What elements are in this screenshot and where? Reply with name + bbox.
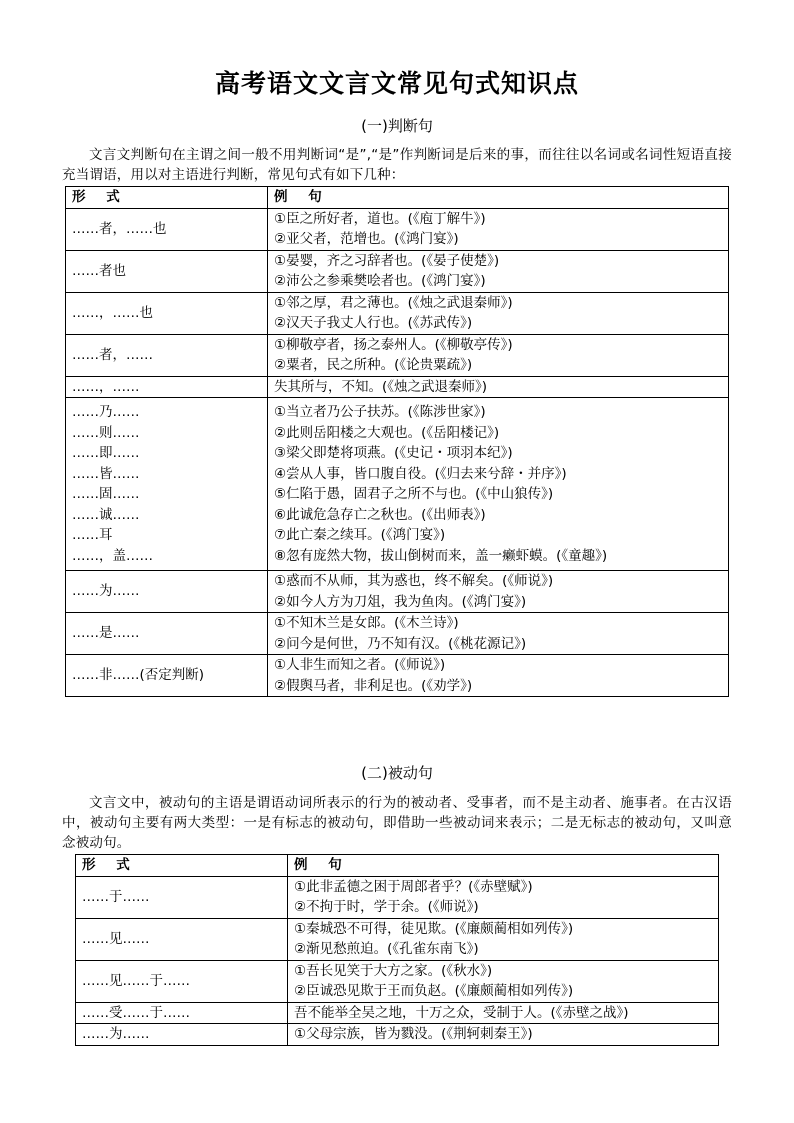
sentence-form: ……乃…… [72, 404, 140, 420]
example-sentence: ②沛公之参乘樊哙者也。(《鸿门宴》) [274, 273, 486, 289]
example-sentence: ⑥此诚危急存亡之秋也。(《出师表》) [274, 506, 486, 523]
example-sentence: ①秦城恐不可得，徒见欺。(《廉颇蔺相如列传》) [294, 920, 574, 937]
example-sentence: ②渐见愁煎迫。(《孔雀东南飞》) [294, 941, 479, 957]
sentence-form: ……于…… [82, 888, 150, 905]
example-cell [268, 250, 729, 292]
form-cell [66, 208, 268, 250]
example-sentence: 吾不能举全吴之地，十万之众，受制于人。(《赤壁之战》) [294, 1004, 629, 1021]
sentence-form: ……见……于…… [82, 972, 190, 989]
section-intro-judgment: 文言文判断句在主谓之间一般不用判断词“是”,“是”作判断词是后来的事，而往往以名词或名词性短语直接充当谓语，用以对主语进行判断，常见句式有如下几种： [62, 147, 732, 183]
form-cell [76, 960, 288, 1002]
sentence-form: ……者，…… [72, 346, 153, 363]
example-sentence: 失其所与，不知。(《烛之武退秦师》) [274, 378, 488, 395]
form-cell [76, 1002, 288, 1024]
section-heading-judgment: (一)判断句 [361, 117, 433, 135]
sentence-form: ……诚…… [72, 506, 140, 523]
table-row [66, 250, 729, 292]
table-row [66, 398, 729, 571]
sentence-form: ……是…… [72, 625, 140, 642]
example-sentence: ②此则岳阳楼之大观也。(《岳阳楼记》) [274, 424, 500, 441]
sentence-form: ……，…… [72, 378, 140, 395]
example-sentence: ①惑而不从师，其为惑也，终不解矣。(《师说》) [274, 573, 554, 589]
table-row [66, 334, 729, 376]
table-row [66, 292, 729, 334]
table-row [66, 571, 729, 613]
form-cell [66, 376, 268, 398]
sentence-form: ……者，……也 [72, 220, 167, 237]
column-header-example: 例 句 [268, 187, 729, 209]
example-cell [268, 571, 729, 613]
example-sentence: ②粟者，民之所种。(《论贵粟疏》) [274, 357, 473, 373]
example-cell [288, 876, 719, 918]
sentence-form: ……耳 [72, 527, 113, 543]
sentence-form: ……，盖…… [72, 547, 153, 564]
form-cell [76, 1024, 288, 1046]
sentence-form: ……则…… [72, 424, 140, 441]
section-intro-passive: 文言文中，被动句的主语是谓语动词所表示的行为的被动者、受事者，而不是主动者、施事者。在古汉语中，被动句主要有两大类型：一是有标志的被动句，即借助一些被动词来表示；二是无标志的被动句，又叫意念被动句。 [62, 795, 732, 851]
sentence-form: ……见…… [82, 930, 150, 947]
table-row [66, 376, 729, 398]
example-sentence: ①臣之所好者，道也。(《庖丁解牛》) [274, 210, 486, 227]
example-sentence: ⑤仁陷于愚，固君子之所不与也。(《中山狼传》) [274, 486, 554, 502]
example-cell [268, 398, 729, 571]
sentence-form: ……即…… [72, 445, 140, 461]
example-sentence: ④尝从人事，皆口腹自役。(《归去来兮辞・并序》) [274, 465, 567, 482]
table-body [66, 208, 729, 697]
example-sentence: ①人非生而知之者。(《师说》) [274, 657, 446, 673]
example-sentence: ②假舆马者，非利足也。(《劝学》) [274, 677, 473, 694]
example-cell [288, 960, 719, 1002]
sentence-form: ……皆…… [72, 465, 140, 482]
example-cell [288, 1024, 719, 1046]
sentence-form: ……非……(否定判断) [72, 667, 205, 684]
example-cell [268, 334, 729, 376]
example-cell [268, 292, 729, 334]
example-cell [268, 613, 729, 655]
example-sentence: ⑦此亡秦之续耳。(《鸿门宴》) [274, 527, 446, 543]
table-row [76, 1002, 719, 1024]
example-sentence: ①当立者乃公子扶苏。(《陈涉世家》) [274, 404, 486, 420]
sentence-form: ……为…… [82, 1026, 150, 1042]
table-row [76, 960, 719, 1002]
sentence-form: ……受……于…… [82, 1004, 190, 1021]
form-cell [66, 292, 268, 334]
example-sentence: ②汉天子我丈人行也。(《苏武传》) [274, 315, 473, 331]
table-row [66, 208, 729, 250]
column-header-form: 形 式 [66, 187, 268, 209]
sentence-form: ……者也 [72, 262, 126, 279]
example-sentence: ②如今人方为刀俎，我为鱼肉。(《鸿门宴》) [274, 593, 527, 610]
example-cell [288, 918, 719, 960]
table-row [76, 876, 719, 918]
form-cell [66, 655, 268, 697]
example-cell [268, 208, 729, 250]
example-cell [268, 376, 729, 398]
example-sentence: ⑧忽有庞然大物，拔山倒树而来，盖一癞虾蟆。(《童趣》) [274, 547, 608, 564]
table-row [76, 1024, 719, 1046]
example-sentence: ①父母宗族，皆为戮没。(《荆轲刺秦王》) [294, 1026, 533, 1042]
page-title: 高考语文文言文常见句式知识点 [214, 69, 579, 98]
table-row [66, 613, 729, 655]
example-sentence: ①不知木兰是女郎。(《木兰诗》) [274, 615, 459, 631]
judgment-sentence-table [65, 186, 729, 697]
form-cell [66, 250, 268, 292]
form-cell [66, 398, 268, 571]
passive-sentence-table [75, 854, 719, 1046]
form-cell [76, 918, 288, 960]
form-cell [66, 334, 268, 376]
example-sentence: ①晏婴，齐之习辞者也。(《晏子使楚》) [274, 252, 500, 269]
column-header-example: 例 句 [288, 855, 719, 877]
sentence-form: ……固…… [72, 486, 140, 502]
table-row [76, 918, 719, 960]
section-heading-passive: (二)被动句 [361, 764, 433, 782]
example-sentence: ①邻之厚，君之薄也。(《烛之武退秦师》) [274, 294, 513, 311]
example-sentence: ②臣诚恐见欺于王而负赵。(《廉颇蔺相如列传》) [294, 983, 574, 999]
example-sentence: ①此非孟德之困于周郎者乎？(《赤壁赋》) [294, 878, 533, 895]
example-sentence: ①吾长见笑于大方之家。(《秋水》) [294, 962, 493, 979]
column-header-form: 形 式 [76, 855, 288, 877]
example-sentence: ③梁父即楚将项燕。(《史记・项羽本纪》) [274, 445, 513, 461]
example-sentence: ②不拘于时，学于余。(《师说》) [294, 899, 479, 915]
example-sentence: ①柳敬亭者，扬之泰州人。(《柳敬亭传》) [274, 336, 513, 353]
example-sentence: ②问今是何世，乃不知有汉。(《桃花源记》) [274, 635, 527, 652]
form-cell [66, 613, 268, 655]
form-cell [76, 876, 288, 918]
example-cell [288, 1002, 719, 1024]
table-body [76, 876, 719, 1045]
form-cell [66, 571, 268, 613]
table-row [66, 655, 729, 697]
sentence-form: ……，……也 [72, 304, 153, 321]
example-sentence: ②亚父者，范增也。(《鸿门宴》) [274, 231, 459, 247]
example-cell [268, 655, 729, 697]
sentence-form: ……为…… [72, 583, 140, 600]
